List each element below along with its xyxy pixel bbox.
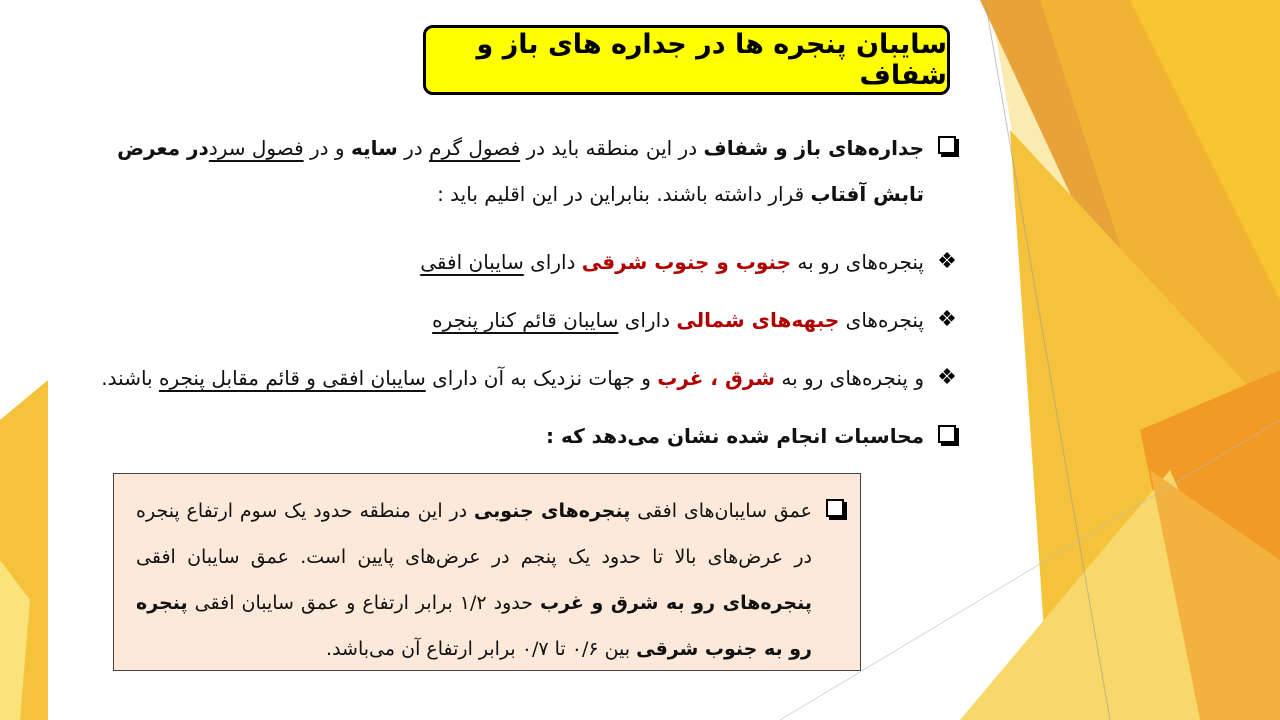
calculation-note-box (113, 473, 861, 671)
text-bold: پنجره رو به جنوب شرقی (136, 592, 812, 660)
text: قرار داشته باشند. بنابراین در این اقلیم باید : (437, 182, 811, 206)
text-bold: پنجره‌های رو به شرق و غرب (540, 592, 812, 614)
note-paragraph (136, 488, 848, 672)
text: و پنجره‌های رو به (774, 366, 924, 390)
text: در این منطقه باید در (520, 136, 704, 160)
text-bold: سایه (350, 136, 398, 160)
text-red: جنوب و جنوب شرقی (581, 250, 791, 274)
text: در (397, 136, 430, 160)
list-item-east-west (100, 361, 960, 395)
text: و در (303, 136, 351, 160)
text: و جهات نزدیک به آن دارای (425, 366, 658, 390)
paragraph-calculations (100, 419, 960, 453)
text: عمق سایبان‌های افقی (630, 500, 812, 522)
square-bullet-icon (934, 125, 960, 171)
text-bold: جداره‌های باز و شفاف (703, 136, 924, 160)
diamond-bullet-icon: ❖ (937, 307, 957, 332)
slide-title: سایبان پنجره ها در جداره های باز و شفاف (423, 25, 950, 95)
text: پنجره‌های رو به (791, 250, 924, 274)
text-underlined: سایبان قائم کنار پنجره (432, 308, 619, 332)
text-red: جبهه‌های شمالی (676, 308, 840, 332)
slide-body (100, 125, 960, 453)
text-underlined: سایبان افقی (420, 250, 524, 274)
square-bullet-icon (822, 488, 848, 534)
paragraph-facades (100, 125, 960, 217)
list-item-south (100, 245, 960, 279)
square-bullet-icon (934, 419, 960, 454)
text-bold: پنجره‌های جنوبی (473, 500, 631, 522)
text-underlined: سایبان افقی و قائم مقابل پنجره (158, 366, 426, 390)
diamond-bullet-icon: ❖ (937, 365, 957, 390)
text: دارای (618, 308, 677, 332)
diamond-bullet-icon: ❖ (937, 249, 957, 274)
text-red: شرق ، غرب (657, 366, 775, 390)
text: باشند. (101, 366, 159, 390)
text-underlined: فصول گرم (429, 136, 521, 160)
text: دارای (523, 250, 582, 274)
text: بین ۰/۶ تا ۰/۷ برابر ارتفاع آن می‌باشد. (326, 638, 637, 660)
text: پنجره‌های (839, 308, 924, 332)
text: حدود ۱/۲ برابر ارتفاع و عمق سایبان افقی (187, 592, 541, 614)
text: در این منطقه حدود یک سوم ارتفاع پنجره در عرض‌های بالا تا حدود یک پنجم در عرض‌های پایین است. عمق سایبان افقی (136, 500, 812, 568)
text-bold: محاسبات انجام شده نشان می‌دهد که : (546, 424, 924, 448)
list-item-north (100, 303, 960, 337)
text-bold: در معرض تابش آفتاب (117, 136, 924, 206)
text-underlined: فصول سرد (208, 136, 304, 160)
